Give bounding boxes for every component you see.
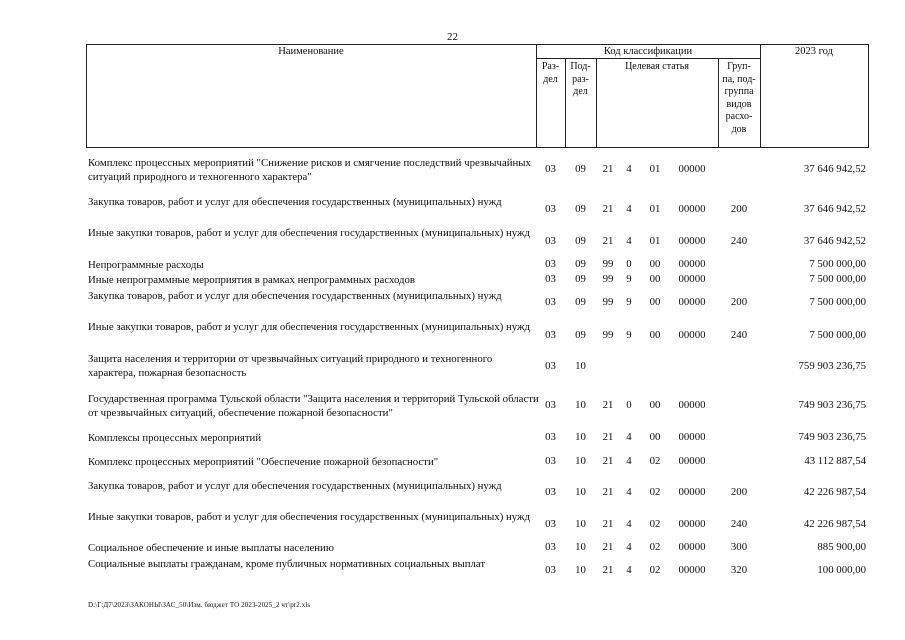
row-c1: 21	[602, 455, 614, 467]
row-c2: 4	[626, 455, 632, 467]
row-name: Иные закупки товаров, работ и услуг для обеспечения государственных (муниципальных) нужд	[88, 227, 530, 239]
row-c2: 9	[626, 273, 632, 285]
row-amount: 7 500 000,00	[809, 273, 866, 285]
row-c2: 9	[626, 329, 632, 341]
row-vr: 200	[730, 203, 748, 215]
row-rz: 03	[545, 431, 556, 443]
row-c1: 21	[602, 399, 614, 411]
header-target: Целевая статья	[625, 61, 689, 72]
row-amount: 749 903 236,75	[798, 431, 866, 443]
row-c1: 21	[602, 564, 614, 576]
row-c4: 00000	[678, 564, 706, 576]
header-subsection: Под- раз- дел	[570, 61, 591, 97]
row-name: Закупка товаров, работ и услуг для обеспечения государственных (муниципальных) нужд	[88, 196, 502, 208]
row-name: Иные закупки товаров, работ и услуг для обеспечения государственных (муниципальных) нужд	[88, 511, 530, 523]
row-amount: 759 903 236,75	[798, 360, 866, 372]
row-c2: 4	[626, 203, 632, 215]
row-rz: 03	[545, 258, 556, 270]
row-pr: 10	[575, 541, 586, 553]
row-c3: 01	[649, 235, 661, 247]
row-rz: 03	[545, 518, 556, 530]
header-year: 2023 год	[795, 46, 833, 57]
row-amount: 42 226 987,54	[803, 486, 866, 498]
row-name: Защита населения и территории от чрезвычайных ситуаций природного и техногенного характера, пожарная безопасность	[88, 353, 493, 379]
row-pr: 09	[575, 203, 586, 215]
row-c1: 21	[602, 541, 614, 553]
row-c3: 00	[649, 399, 661, 411]
row-amount: 43 112 887,54	[804, 455, 866, 467]
row-vr: 200	[730, 296, 748, 308]
row-rz: 03	[545, 486, 556, 498]
row-c2: 4	[626, 235, 632, 247]
row-c4: 00000	[678, 431, 706, 443]
row-pr: 10	[575, 564, 586, 576]
row-c3: 00	[649, 431, 661, 443]
row-rz: 03	[545, 455, 556, 467]
row-pr: 10	[575, 486, 586, 498]
row-rz: 03	[545, 360, 556, 372]
row-pr: 10	[575, 431, 586, 443]
row-c2: 4	[626, 564, 632, 576]
row-c2: 0	[626, 399, 632, 411]
row-c3: 02	[649, 564, 661, 576]
row-name: Социальные выплаты гражданам, кроме публичных нормативных социальных выплат	[88, 558, 486, 570]
row-vr: 200	[730, 486, 748, 498]
row-vr: 240	[730, 235, 748, 247]
row-vr: 300	[730, 541, 748, 553]
row-c2: 9	[626, 296, 632, 308]
row-amount: 749 903 236,75	[798, 399, 866, 411]
row-c4: 00000	[678, 518, 706, 530]
row-c3: 00	[649, 258, 661, 270]
row-c1: 21	[602, 486, 614, 498]
row-c4: 00000	[678, 486, 706, 498]
row-c2: 0	[626, 258, 632, 270]
row-c2: 4	[626, 518, 632, 530]
row-rz: 03	[545, 203, 556, 215]
row-c4: 00000	[678, 329, 706, 341]
row-rz: 03	[545, 273, 556, 285]
row-amount: 100 000,00	[817, 564, 866, 576]
row-c4: 00000	[678, 455, 706, 467]
row-c3: 02	[649, 541, 661, 553]
header-group: Груп- па, под- группа видов расхо- дов	[722, 61, 756, 135]
row-amount: 42 226 987,54	[803, 518, 866, 530]
row-pr: 10	[575, 455, 586, 467]
row-rz: 03	[545, 163, 556, 175]
row-c1: 99	[602, 296, 614, 308]
row-name: Иные непрограммные мероприятия в рамках непрограммных расходов	[88, 274, 416, 286]
row-c3: 02	[649, 518, 661, 530]
row-c1: 21	[602, 518, 614, 530]
row-c1: 21	[602, 203, 614, 215]
row-c4: 00000	[678, 399, 706, 411]
row-c2: 4	[626, 541, 632, 553]
row-c1: 21	[602, 163, 614, 175]
row-rz: 03	[545, 564, 556, 576]
row-c1: 99	[602, 258, 614, 270]
row-rz: 03	[545, 541, 556, 553]
row-c3: 01	[649, 163, 661, 175]
row-c4: 00000	[678, 296, 706, 308]
row-name: Комплекс процессных мероприятий "Снижение рисков и смягчение последствий чрезвычайных ситуаций природного и техногенного характера"	[88, 157, 531, 183]
row-c3: 02	[649, 486, 661, 498]
row-c4: 00000	[678, 258, 706, 270]
row-c1: 99	[602, 273, 614, 285]
header-name: Наименование	[278, 46, 344, 57]
row-vr: 320	[730, 564, 748, 576]
file-path-footer: D:\Г:Д7\2023\ЗАКОНЫ\ЗАС_50\Изм. бюджет ТО 2023-2025_2 чт\pr2.xls	[88, 601, 311, 609]
row-rz: 03	[545, 399, 556, 411]
row-vr: 240	[730, 329, 748, 341]
row-c4: 00000	[678, 235, 706, 247]
row-name: Непрограммные расходы	[88, 259, 204, 271]
row-name: Закупка товаров, работ и услуг для обеспечения государственных (муниципальных) нужд	[88, 480, 502, 492]
row-pr: 10	[575, 360, 586, 372]
header-section: Раз- дел	[541, 61, 560, 85]
row-c4: 00000	[678, 163, 706, 175]
row-amount: 7 500 000,00	[809, 258, 866, 270]
row-rz: 03	[545, 329, 556, 341]
row-c3: 02	[649, 455, 661, 467]
header-code: Код классификации	[603, 46, 693, 57]
row-c4: 00000	[678, 273, 706, 285]
row-c2: 4	[626, 431, 632, 443]
row-pr: 09	[575, 235, 586, 247]
row-c3: 00	[649, 329, 661, 341]
row-vr: 240	[730, 518, 748, 530]
row-pr: 10	[575, 518, 586, 530]
row-pr: 09	[575, 296, 586, 308]
row-c2: 4	[626, 486, 632, 498]
row-pr: 09	[575, 329, 586, 341]
row-name: Комплексы процессных мероприятий	[88, 432, 262, 444]
row-pr: 09	[575, 258, 586, 270]
row-c4: 00000	[678, 541, 706, 553]
row-amount: 37 646 942,52	[803, 235, 866, 247]
row-pr: 09	[575, 273, 586, 285]
row-c3: 01	[649, 203, 661, 215]
row-name: Закупка товаров, работ и услуг для обеспечения государственных (муниципальных) нужд	[88, 290, 502, 302]
row-name: Социальное обеспечение и иные выплаты населению	[88, 542, 334, 554]
row-c1: 21	[602, 235, 614, 247]
row-c1: 21	[602, 431, 614, 443]
row-amount: 7 500 000,00	[809, 296, 866, 308]
row-rz: 03	[545, 296, 556, 308]
row-name: Иные закупки товаров, работ и услуг для обеспечения государственных (муниципальных) нужд	[88, 321, 530, 333]
row-c3: 00	[649, 273, 661, 285]
row-c3: 00	[649, 296, 661, 308]
page-number: 22	[447, 31, 458, 43]
row-c2: 4	[626, 163, 632, 175]
row-pr: 09	[575, 163, 586, 175]
row-amount: 37 646 942,52	[803, 163, 866, 175]
row-amount: 885 900,00	[817, 541, 866, 553]
row-name: Комплекс процессных мероприятий "Обеспечение пожарной безопасности"	[88, 456, 439, 468]
row-pr: 10	[575, 399, 586, 411]
row-c4: 00000	[678, 203, 706, 215]
row-amount: 7 500 000,00	[809, 329, 866, 341]
row-rz: 03	[545, 235, 556, 247]
row-name: Государственная программа Тульской области "Защита населения и территорий Тульской области от чрезвычайных ситуаций, обеспечение пожарной безопасности"	[88, 393, 539, 419]
row-c1: 99	[602, 329, 614, 341]
row-amount: 37 646 942,52	[803, 203, 866, 215]
